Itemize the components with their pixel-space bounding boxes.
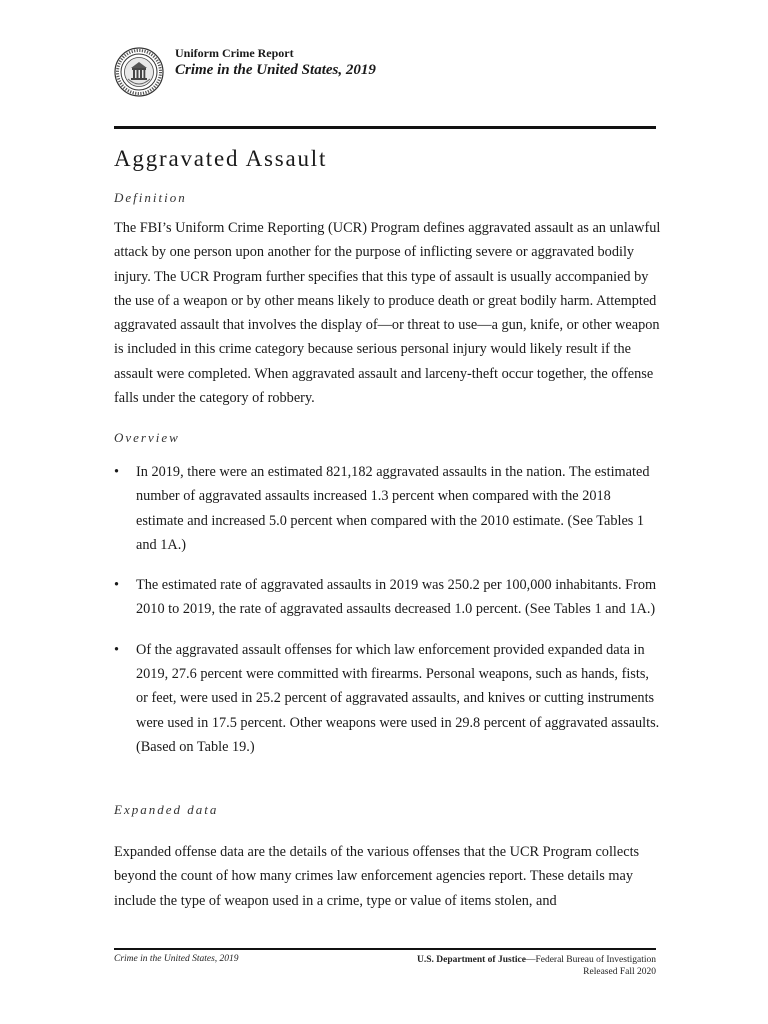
footer-agency xyxy=(417,954,656,978)
report-name: Uniform Crime Report xyxy=(175,46,294,60)
expanded-data-heading: Expanded data xyxy=(114,802,219,817)
page-title: Aggravated Assault xyxy=(114,146,328,171)
overview-heading: Overview xyxy=(114,430,180,445)
footer-bureau: —Federal Bureau of Investigation xyxy=(525,955,656,965)
list-item xyxy=(114,573,662,622)
publication-title: Crime in the United States, 2019 xyxy=(175,62,376,78)
list-item xyxy=(114,460,662,557)
footer-publication: Crime in the United States, 2019 xyxy=(114,954,239,964)
fbi-seal-icon xyxy=(114,47,164,97)
list-item-text: The estimated rate of aggravated assaults in 2019 was 250.2 per 100,000 inhabitants. From 2010 to 2019, the rate of aggravated assaults decreased 1.0 percent. (See Tables 1 and 1A.) xyxy=(136,577,657,618)
bullet-marker: • xyxy=(114,577,120,594)
definition-paragraph: The FBI’s Uniform Crime Reporting (UCR) Program defines aggravated assault as an unlawful attack by one person upon another for the purpose of inflicting severe or aggravated bodily injury. The UCR Program further specifies that this type of assault is usually accompanied by the use of a weapon or by other means likely to produce death or great bodily harm. Attempted aggravated assault that involves the display of—or threat to use—a gun, knife, or other weapon is included in this crime category because serious personal injury would likely result if the assault were completed. When aggravated assault and larceny-theft occur together, the offense falls under the category of robbery. xyxy=(114,220,661,407)
bullet-marker: • xyxy=(114,464,120,480)
list-item-text: In 2019, there were an estimated 821,182 aggravated assaults in the nation. The estimated number of aggravated assaults increased 1.3 percent when compared with the 2018 estimate and increased 5.0 percent when compared with the 2010 estimate. (See Tables 1 and 1A.) xyxy=(136,464,650,553)
footer-release-date: Released Fall 2020 xyxy=(583,967,656,977)
header-divider xyxy=(114,126,656,129)
list-item xyxy=(114,638,662,759)
bullet-marker: • xyxy=(114,641,120,658)
footer-department: U.S. Department of Justice xyxy=(416,955,526,965)
footer-divider xyxy=(114,948,656,950)
expanded-data-paragraph: Expanded offense data are the details of the various offenses that the UCR Program collects beyond the count of how many crimes law enforcement agencies report. These details may include the type of weapon used in a crime, type or value of items stolen, and xyxy=(114,844,640,909)
overview-list xyxy=(114,460,662,759)
definition-heading: Definition xyxy=(114,190,187,205)
list-item-text: Of the aggravated assault offenses for which law enforcement provided expanded data in 2019, 27.6 percent were committed with firearms. Personal weapons, such as hands, fists, or feet, were used in 25.2 percent of aggravated assaults, and knives or cutting instruments were used in 17.5 percent. Other weapons were used in 29.8 percent of aggravated assaults. (Based on Table 19.) xyxy=(136,641,660,755)
